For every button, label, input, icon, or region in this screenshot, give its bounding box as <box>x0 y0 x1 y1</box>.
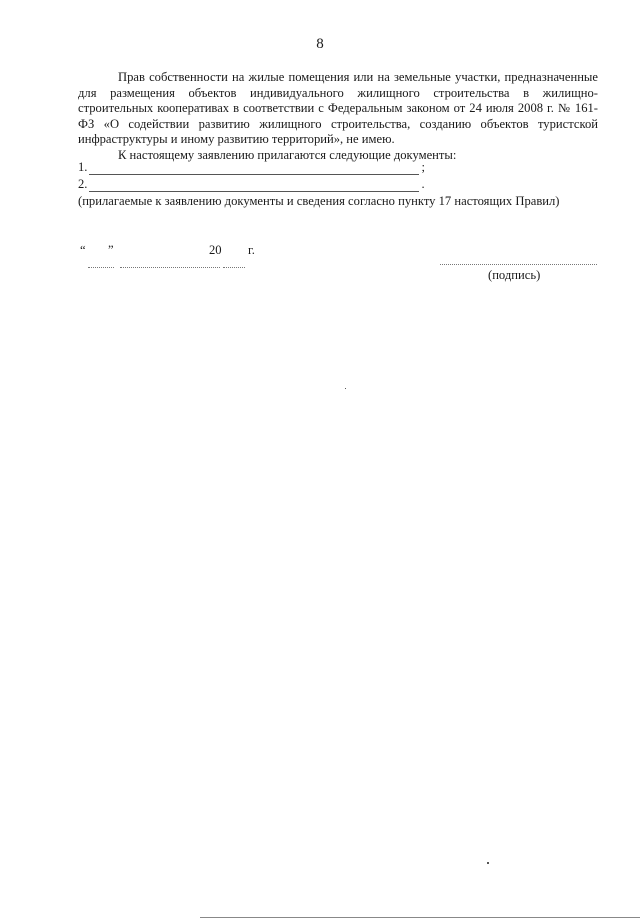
attachments-intro-paragraph: К настоящему заявлению прилагаются следующие документы: <box>118 147 457 162</box>
date-month-blank <box>120 267 220 268</box>
signature-blank <box>440 264 597 265</box>
attachment-number: 1. <box>78 160 88 174</box>
scan-speck <box>487 862 489 864</box>
scan-edge-line <box>200 917 640 918</box>
date-year-blank <box>223 267 245 268</box>
document-body <box>78 70 598 164</box>
date-field <box>78 243 378 273</box>
attachment-terminator: . <box>421 177 425 191</box>
attachment-line-2 <box>78 177 438 192</box>
attachment-terminator: ; <box>421 160 425 174</box>
date-day-blank <box>88 267 114 268</box>
date-year-prefix: 20 <box>209 243 222 257</box>
date-close-quote: ” <box>108 243 114 257</box>
attachment-line-1 <box>78 160 438 175</box>
attachments-note: (прилагаемые к заявлению документы и сведения согласно пункту 17 настоящих Правил) <box>78 194 560 208</box>
attachment-number: 2. <box>78 177 88 191</box>
page-number: 8 <box>316 36 324 52</box>
scan-speck <box>345 388 346 389</box>
date-open-quote: “ <box>80 243 86 257</box>
attachment-blank-field <box>89 180 419 192</box>
signature-label: (подпись) <box>488 268 541 282</box>
ownership-statement-paragraph: Прав собственности на жилые помещения или на земельные участки, предназначенные для размещения объектов индивидуального жилищного строительства в жилищно-строительных кооперативах в соответствии с Федеральным законом от 24 июля 2008 г. № 161-ФЗ «О содействии развитию жилищного строительства, созданию объектов туристской инфраструктуры и иному развитию территорий», не имею. <box>78 70 598 147</box>
attachment-blank-field <box>89 163 419 175</box>
date-year-suffix: г. <box>248 243 255 257</box>
